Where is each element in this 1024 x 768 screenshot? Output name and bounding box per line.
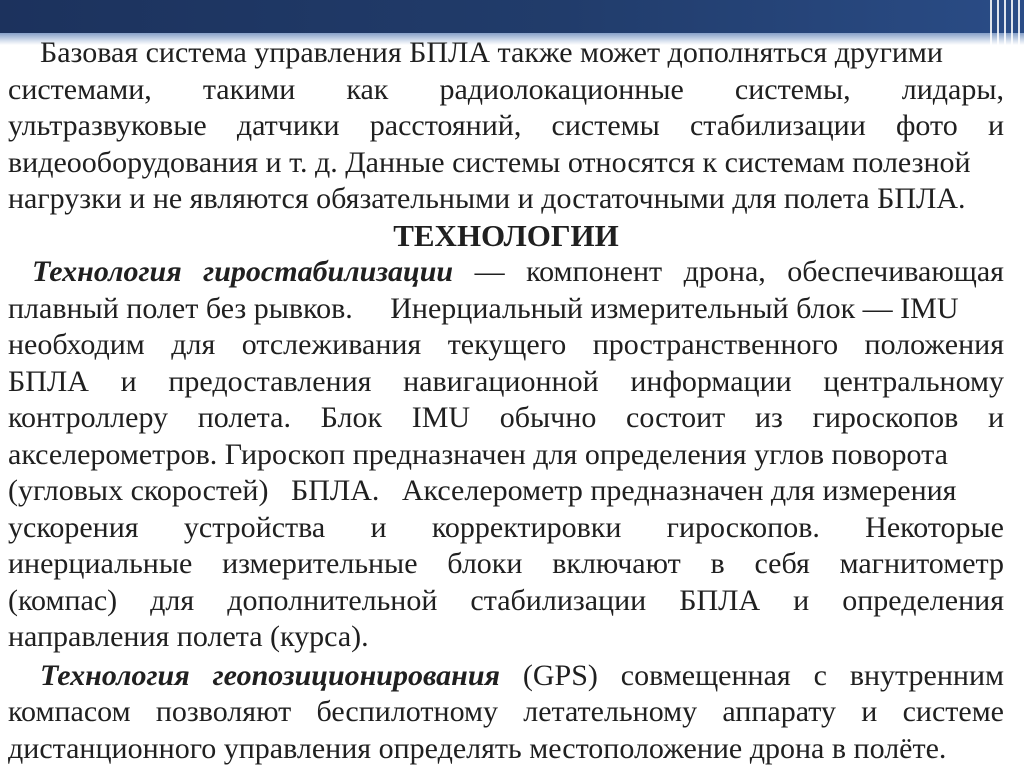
gps-first-line — [8, 658, 1004, 695]
gyro-paragraph — [8, 254, 1004, 656]
gyro-line: (компас) для дополнительной стабилизации БПЛА и определения — [8, 583, 1004, 617]
section-heading: ТЕХНОЛОГИИ — [393, 217, 619, 253]
gyro-line: направления полета (курса). — [8, 620, 369, 653]
gyro-line: БПЛА и предоставления навигационной информации центральному — [8, 364, 1004, 398]
slide-body — [8, 35, 1004, 767]
gyro-first-line — [8, 254, 1004, 291]
gyro-line: акселерометров. Гироскоп предназначен для определения углов поворота — [8, 437, 948, 471]
intro-paragraph — [8, 35, 1004, 218]
intro-line: видеооборудования и т. д. Данные системы относятся к системам полезной — [8, 145, 971, 179]
gyro-line: (угловых скоростей) БПЛА. Акселерометр предназначен для измерения — [8, 474, 957, 507]
gyro-term: Технология гиростабилизации — [32, 255, 454, 288]
gyro-line: плавный полет без рывков. Инерциальный измерительный блок — IMU — [8, 291, 959, 325]
intro-line: ультразвуковые датчики расстояний, системы стабилизации фото и — [8, 109, 1004, 142]
intro-line: Базовая система управления БПЛА также может дополняться другими — [40, 36, 943, 69]
gyro-line: ускорения устройства и корректировки гироскопов. Некоторые — [8, 510, 1004, 544]
gps-paragraph — [8, 658, 1004, 768]
gps-line: дистанционного управления определять местоположение дрона в полёте. — [8, 731, 947, 765]
gyro-line: контроллеру полета. Блок IMU обычно состоит из гироскопов и — [8, 401, 1004, 434]
intro-line: системами, такими как радиолокационные системы, лидары, — [8, 72, 1004, 106]
intro-line: нагрузки и не являются обязательными и достаточными для полета БПЛА. — [8, 182, 966, 215]
gps-term: Технология геопозиционирования — [40, 658, 500, 692]
gyro-first-line-text: — компонент дрона, обеспечивающая — [474, 255, 1004, 288]
gps-line: компасом позволяют беспилотному летательному аппарату и системе — [8, 695, 1004, 728]
header-band — [0, 0, 1024, 33]
gyro-line: инерциальные измерительные блоки включают в себя магнитометр — [8, 547, 1004, 580]
gps-first-line-text: (GPS) совмещенная с внутренним — [522, 658, 1004, 692]
gyro-line: необходим для отслеживания текущего пространственного положения — [8, 328, 1004, 361]
